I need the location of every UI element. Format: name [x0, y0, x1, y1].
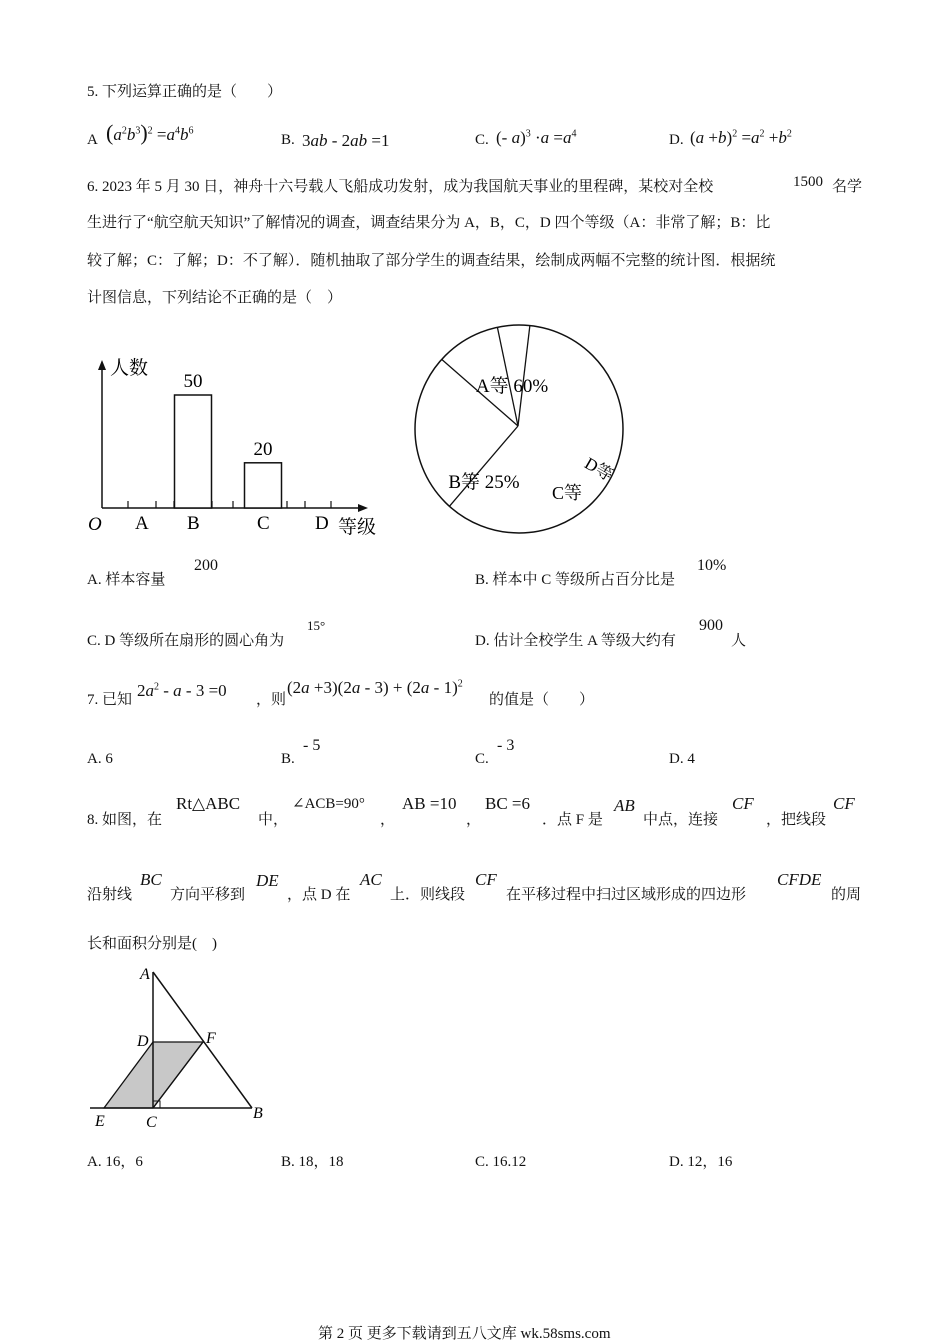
q5-option-a-formula: $(a^2b^3)^2 =a^4b^6$: [106, 120, 194, 145]
q6-line4: 计图信息，下列结论不正确的是（ ）: [87, 290, 343, 306]
q8-cf-2: CF: [833, 794, 855, 813]
bar-B: [175, 395, 212, 508]
pie-label-3: D等: [581, 453, 617, 485]
x-tick-label-A: A: [135, 513, 149, 534]
q8-text-3: ，: [380, 812, 396, 828]
q6-option-d-value: 900: [699, 617, 723, 634]
y-axis-label: 人数: [110, 358, 149, 379]
q7-stem-b: ，则: [256, 692, 287, 708]
q5-option-d-formula: $(a +b)^2 =a^2 +b^2$: [690, 128, 792, 147]
q8-cf: CF: [732, 794, 754, 813]
label-c: C: [146, 1114, 157, 1131]
q8-rt-abc: Rt△ABC: [176, 794, 241, 813]
q8-text-9: 方向平移到: [170, 887, 246, 903]
q8-ab-10: AB =10: [402, 794, 457, 813]
q8-bc: BC: [140, 870, 162, 889]
bar-chart: [80, 350, 390, 545]
label-a: A: [140, 966, 150, 983]
q8-geometry-figure: [80, 960, 280, 1135]
q5-option-c-label: C.: [475, 132, 489, 148]
pie-label-0: A等 60%: [475, 376, 549, 397]
label-f: F: [206, 1030, 216, 1047]
q8-text-8: 沿射线: [87, 887, 133, 903]
q5-option-b-label: B.: [281, 132, 295, 148]
bar-C: [245, 463, 282, 508]
q7-stem-c: 的值是（ ）: [489, 692, 595, 708]
q8-text-1: 8. 如图，在: [87, 812, 163, 828]
bar-label-C: 20: [253, 438, 273, 460]
q7-expression-formula: (2a +3)(2a - 3) + (2a - 1)$^2$: [287, 678, 463, 697]
bar-label-B: 50: [183, 371, 203, 392]
q8-ac: AC: [360, 870, 382, 889]
q7-stem-a: 7. 已知: [87, 692, 133, 708]
q8-text-14: 长和面积分别是( ): [87, 936, 217, 952]
q6-option-d-unit: 人: [731, 633, 747, 649]
origin-label: O: [88, 514, 102, 535]
q8-option-c: C. 16.12: [475, 1154, 527, 1170]
q5-option-c-formula: (- $a)^3 \cdot a =a^4$: [496, 128, 577, 147]
pie-outline: [415, 325, 623, 533]
q6-option-a: A. 样本容量: [87, 572, 166, 588]
y-axis-arrow: [98, 360, 106, 370]
q8-text-7: ，把线段: [766, 812, 827, 828]
q8-cf-3: CF: [475, 870, 497, 889]
pie-label-2: C等: [551, 483, 583, 503]
q8-text-11: 上．则线段: [390, 887, 466, 903]
q7-condition-formula: $2a^2 - a - 3 =0$: [137, 681, 227, 700]
label-e: E: [95, 1113, 105, 1130]
q8-de: DE: [256, 871, 279, 890]
q6-option-a-value: 200: [194, 557, 218, 574]
q5-option-b-formula: 3ab - 2ab =1: [302, 131, 390, 150]
pie-chart: [408, 318, 630, 540]
q8-option-d: D. 12，16: [669, 1154, 733, 1170]
q8-text-4: ，: [466, 812, 482, 828]
q6-option-b-value: 10%: [697, 557, 727, 574]
q7-option-c: C.: [475, 751, 489, 767]
q8-text-12: 在平移过程中扫过区域形成的四边形: [506, 887, 747, 903]
page-footer: 第 2 页 更多下载请到五八文库 wk.58sms.com: [318, 1326, 611, 1342]
q8-text-5: ．点 F 是: [542, 812, 603, 828]
x-tick-label-C: C: [257, 513, 270, 534]
q6-option-b: B. 样本中 C 等级所占百分比是: [475, 572, 676, 588]
q8-bc-6: BC =6: [485, 794, 531, 813]
q7-option-c-value: - 3: [497, 737, 515, 754]
q6-line1: 6. 2023 年 5 月 30 日，神舟十六号载人飞船成功发射，成为我国航天事业的里程碑，某校对全校: [87, 179, 714, 195]
q5-option-a-label: A: [87, 132, 98, 148]
q7-option-d: D. 4: [669, 751, 695, 767]
pie-label-1: B等 25%: [448, 472, 520, 493]
q8-text-2: 中，: [258, 812, 289, 828]
label-d: D: [137, 1033, 149, 1050]
q8-angle-acb: ∠ACB=90°: [292, 796, 365, 812]
q8-cfde: CFDE: [777, 870, 822, 889]
q8-text-6: 中点，连接: [643, 812, 719, 828]
q6-line1-number: 1500: [793, 174, 823, 190]
q8-text-10: ，点 D 在: [287, 887, 351, 903]
q6-line1-end: 名学: [832, 179, 863, 195]
q6-option-c: C. D 等级所在扇形的圆心角为: [87, 633, 285, 649]
q8-text-13: 的周: [831, 887, 862, 903]
q5-stem: 5. 下列运算正确的是（ ）: [87, 84, 283, 100]
q8-option-b: B. 18，18: [281, 1154, 344, 1170]
x-axis-label: 等级: [338, 517, 377, 538]
q5-option-d-label: D.: [669, 132, 684, 148]
x-axis-arrow: [358, 504, 368, 512]
q7-option-b: B.: [281, 751, 295, 767]
x-tick-label-B: B: [187, 513, 200, 534]
q6-line2: 生进行了“航空航天知识”了解情况的调查，调查结果分为 A，B，C，D 四个等级（A：非常了解；B：比: [87, 215, 771, 231]
x-tick-label-D: D: [315, 513, 329, 534]
q8-option-a: A. 16，6: [87, 1154, 143, 1170]
q6-option-c-value: 15°: [307, 618, 326, 633]
q6-line3: 较了解；C：了解；D：不了解）．随机抽取了部分学生的调查结果，绘制成两幅不完整的统计图．根据统: [87, 253, 776, 269]
q8-ab: AB: [614, 796, 635, 815]
q7-option-a: A. 6: [87, 751, 113, 767]
q6-option-d: D. 估计全校学生 A 等级大约有: [475, 633, 676, 649]
q7-option-b-value: - 5: [303, 737, 321, 754]
label-b: B: [253, 1105, 263, 1122]
